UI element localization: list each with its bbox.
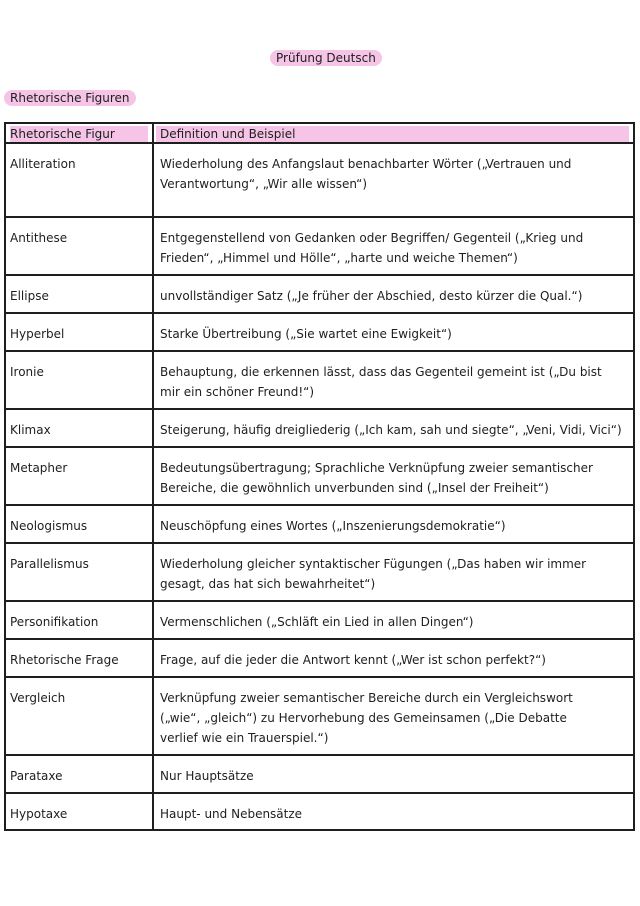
row-divider	[6, 408, 633, 410]
table-row	[6, 638, 633, 676]
table-row	[6, 542, 633, 600]
table-row	[6, 446, 633, 504]
term-cell: Neologismus	[10, 519, 88, 533]
definition-cell	[160, 286, 631, 306]
definition-cell	[160, 154, 631, 194]
term-cell: Antithese	[10, 231, 68, 245]
term-cell: Klimax	[10, 423, 51, 437]
row-divider	[6, 638, 633, 640]
definition-cell	[160, 420, 631, 440]
definition-line: Frage, auf die jeder die Antwort kennt („Wer ist schon perfekt?“)	[160, 653, 546, 667]
table-row	[6, 600, 633, 638]
table-row	[6, 504, 633, 542]
definition-cell	[160, 554, 631, 594]
definition-line: Bedeutungsübertragung; Sprachliche Verknüpfung zweier semantischer	[160, 461, 593, 475]
term-cell: Hyperbel	[10, 327, 65, 341]
term-cell: Ellipse	[10, 289, 49, 303]
row-divider	[6, 274, 633, 276]
definition-cell	[160, 766, 631, 786]
table-row	[6, 216, 633, 274]
term-cell: Personifikation	[10, 615, 99, 629]
term-cell: Parataxe	[10, 769, 63, 783]
definition-line: Wiederholung des Anfangslaut benachbarter Wörter („Vertrauen und	[160, 157, 572, 171]
header-term: Rhetorische Figur	[10, 126, 148, 142]
definition-line: Frieden“, „Himmel und Hölle“, „harte und weiche Themen“)	[160, 251, 518, 265]
table-row	[6, 350, 633, 408]
row-divider	[6, 350, 633, 352]
term-cell: Parallelismus	[10, 557, 89, 571]
row-divider	[6, 600, 633, 602]
definition-line: Vermenschlichen („Schläft ein Lied in allen Dingen“)	[160, 615, 474, 629]
table-row	[6, 142, 633, 216]
definition-line: Nur Hauptsätze	[160, 769, 254, 783]
definition-line: Bereiche, die gewöhnlich unverbunden sind („Insel der Freiheit“)	[160, 481, 549, 495]
definition-line: Behauptung, die erkennen lässt, dass das Gegenteil gemeint ist („Du bist	[160, 365, 602, 379]
definition-cell	[160, 650, 631, 670]
definition-line: Starke Übertreibung („Sie wartet eine Ewigkeit“)	[160, 327, 452, 341]
row-divider	[6, 542, 633, 544]
definition-line: („wie“, „gleich“) zu Hervorhebung des Gemeinsamen („Die Debatte	[160, 711, 567, 725]
table-row	[6, 408, 633, 446]
definition-cell	[160, 324, 631, 344]
term-cell: Alliteration	[10, 157, 76, 171]
term-cell: Ironie	[10, 365, 44, 379]
header-definition: Definition und Beispiel	[156, 126, 629, 142]
row-divider	[6, 142, 633, 144]
definition-line: mir ein schöner Freund!“)	[160, 385, 315, 399]
table-header	[6, 124, 633, 142]
term-cell: Hypotaxe	[10, 807, 68, 821]
table-row	[6, 312, 633, 350]
table-row	[6, 792, 633, 829]
definition-line: unvollständiger Satz („Je früher der Abschied, desto kürzer die Qual.“)	[160, 289, 583, 303]
row-divider	[6, 504, 633, 506]
definition-cell	[160, 516, 631, 536]
table-row	[6, 754, 633, 792]
table-row	[6, 274, 633, 312]
table-row	[6, 676, 633, 754]
definition-line: Haupt- und Nebensätze	[160, 807, 303, 821]
term-cell: Vergleich	[10, 691, 66, 705]
row-divider	[6, 792, 633, 794]
definition-line: Entgegenstellend von Gedanken oder Begriffen/ Gegenteil („Krieg und	[160, 231, 584, 245]
row-divider	[6, 446, 633, 448]
definition-line: Wiederholung gleicher syntaktischer Fügungen („Das haben wir immer	[160, 557, 587, 571]
definition-line: verlief wie ein Trauerspiel.“)	[160, 731, 329, 745]
definition-cell	[160, 804, 631, 824]
definition-line: gesagt, das hat sich bewahrheitet“)	[160, 577, 376, 591]
definition-cell	[160, 228, 631, 268]
row-divider	[6, 216, 633, 218]
rhetoric-table	[4, 122, 635, 831]
definition-cell	[160, 688, 631, 748]
row-divider	[6, 676, 633, 678]
page-title: Prüfung Deutsch	[270, 50, 382, 66]
definition-cell	[160, 362, 631, 402]
definition-line: Verantwortung“, „Wir alle wissen“)	[160, 177, 368, 191]
definition-line: Steigerung, häufig dreigliederig („Ich kam, sah und siegte“, „Veni, Vidi, Vici“)	[160, 423, 622, 437]
definition-line: Verknüpfung zweier semantischer Bereiche durch ein Vergleichswort	[160, 691, 573, 705]
section-title: Rhetorische Figuren	[4, 90, 136, 106]
term-cell: Metapher	[10, 461, 68, 475]
row-divider	[6, 754, 633, 756]
definition-cell	[160, 612, 631, 632]
term-cell: Rhetorische Frage	[10, 653, 119, 667]
row-divider	[6, 312, 633, 314]
definition-cell	[160, 458, 631, 498]
definition-line: Neuschöpfung eines Wortes („Inszenierungsdemokratie“)	[160, 519, 506, 533]
